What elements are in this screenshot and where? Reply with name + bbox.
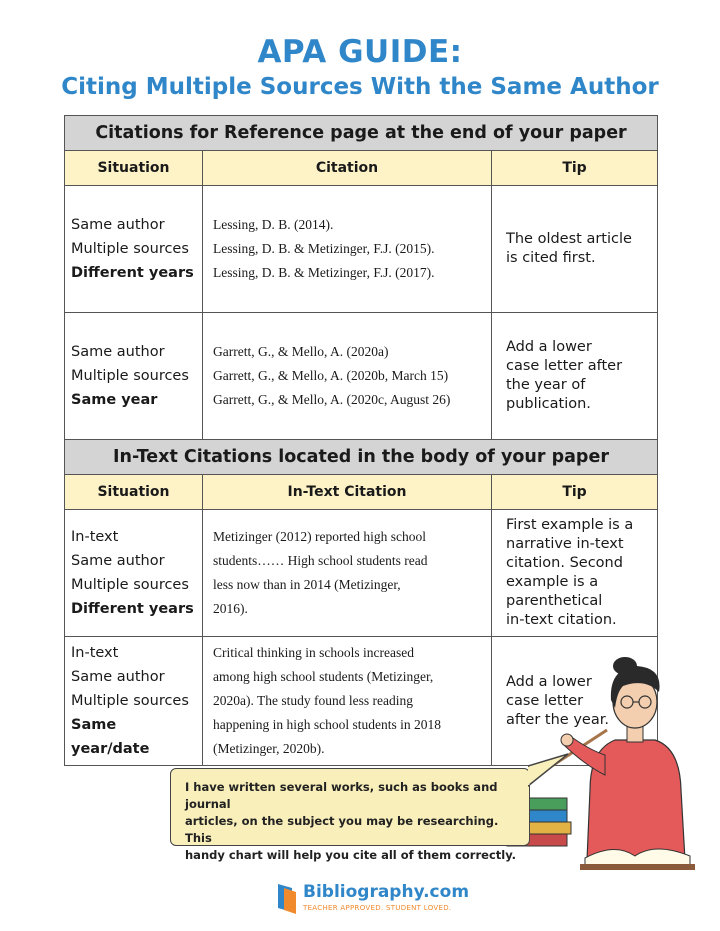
- citation-line: 2020a). The study found less reading: [213, 693, 413, 708]
- table-row: [65, 510, 657, 637]
- citation-line: less now than in 2014 (Metizinger,: [213, 577, 401, 592]
- situation-bold-line: Same year: [71, 392, 158, 408]
- citation-line: students…… High school students read: [213, 553, 428, 568]
- tip-line: example is a: [506, 574, 599, 590]
- col-tip: Tip: [562, 160, 587, 176]
- situation-bold-line: Same year/date: [71, 717, 150, 757]
- situation-line: Same author: [71, 217, 165, 233]
- situation-cell: [65, 313, 203, 439]
- citation-line: Critical thinking in schools increased: [213, 645, 414, 660]
- situation-cell: [65, 637, 203, 765]
- tip-line: case letter: [506, 692, 584, 709]
- table-row: [65, 186, 657, 313]
- page-subtitle: Citing Multiple Sources With the Same Author: [61, 74, 659, 100]
- citation-cell: [203, 186, 492, 312]
- situation-line: Same author: [71, 344, 165, 360]
- tip-line: Add a lower: [506, 673, 592, 690]
- tip-line: after the year.: [506, 711, 609, 728]
- col-situation: Situation: [65, 151, 203, 185]
- citation-line: 2016).: [213, 601, 248, 616]
- situation-line: Same author: [71, 553, 165, 569]
- tip-line: Add a lower: [506, 339, 592, 355]
- citation-line: Lessing, D. B. (2014).: [213, 217, 334, 232]
- tip-line: publication.: [506, 396, 591, 412]
- speech-bubble-tail: [528, 752, 570, 792]
- situation-bold-line: Different years: [71, 601, 194, 617]
- situation-line: Multiple sources: [71, 368, 189, 384]
- situation-cell: [65, 186, 203, 312]
- speech-bubble: [170, 768, 530, 862]
- bubble-line: articles, on the subject you may be researching. This: [185, 814, 499, 845]
- citation-line: Lessing, D. B. & Metizinger, F.J. (2015).: [213, 241, 435, 256]
- tip-line: First example is a: [506, 517, 634, 533]
- citation-cell: [203, 510, 492, 636]
- col-citation: Citation: [203, 151, 492, 185]
- citation-line: Garrett, G., & Mello, A. (2020a): [213, 344, 389, 359]
- tip-line: citation. Second: [506, 555, 623, 571]
- table-row: [65, 313, 657, 440]
- situation-cell: [65, 510, 203, 636]
- citation-line: Lessing, D. B. & Metizinger, F.J. (2017).: [213, 265, 435, 280]
- situation-line: Same author: [71, 669, 165, 685]
- page-title: APA GUIDE:: [257, 34, 463, 70]
- citation-line: happening in high school students in 2018: [213, 717, 441, 732]
- citation-line: among high school students (Metizinger,: [213, 669, 434, 684]
- brand-logo-block: [276, 880, 476, 920]
- reference-section-heading: Citations for Reference page at the end of your paper: [65, 116, 657, 151]
- situation-line: Multiple sources: [71, 577, 189, 593]
- tip-line: the year of: [506, 377, 586, 393]
- tip-cell: [492, 510, 657, 636]
- reference-column-headers: [65, 151, 657, 186]
- col-situation: Situation: [65, 475, 203, 509]
- tip-line: parenthetical: [506, 593, 603, 609]
- tip-cell: [492, 313, 657, 439]
- citation-line: (Metizinger, 2020b).: [213, 741, 325, 756]
- col-intext-citation: In-Text Citation: [203, 475, 492, 509]
- bibliography-logo-icon: [276, 882, 298, 916]
- bubble-line: handy chart will help you cite all of them correctly.: [185, 848, 517, 862]
- brand-tagline: TEACHER APPROVED. STUDENT LOVED.: [303, 904, 452, 912]
- citation-line: Metizinger (2012) reported high school: [213, 529, 426, 544]
- situation-line: Multiple sources: [71, 693, 189, 709]
- tip-cell: [492, 186, 657, 312]
- brand-name: Bibliography.com: [303, 882, 470, 902]
- tip-line: The oldest article: [506, 231, 632, 247]
- tip-line: case letter after: [506, 358, 623, 374]
- tip-line: in-text citation.: [506, 612, 617, 628]
- citation-cell: [203, 313, 492, 439]
- tip-line: is cited first.: [506, 250, 596, 266]
- tip-line: narrative in-text: [506, 536, 624, 552]
- situation-line: Multiple sources: [71, 241, 189, 257]
- bubble-line: I have written several works, such as books and journal: [185, 780, 498, 811]
- col-tip: Tip: [562, 484, 587, 500]
- citation-line: Garrett, G., & Mello, A. (2020b, March 15): [213, 368, 449, 383]
- citation-line: Garrett, G., & Mello, A. (2020c, August 26): [213, 392, 451, 407]
- citation-cell: [203, 637, 492, 765]
- intext-section-heading: In-Text Citations located in the body of your paper: [65, 440, 657, 475]
- situation-line: In-text: [71, 529, 119, 545]
- intext-column-headers: [65, 475, 657, 510]
- situation-line: In-text: [71, 645, 119, 661]
- situation-bold-line: Different years: [71, 265, 194, 281]
